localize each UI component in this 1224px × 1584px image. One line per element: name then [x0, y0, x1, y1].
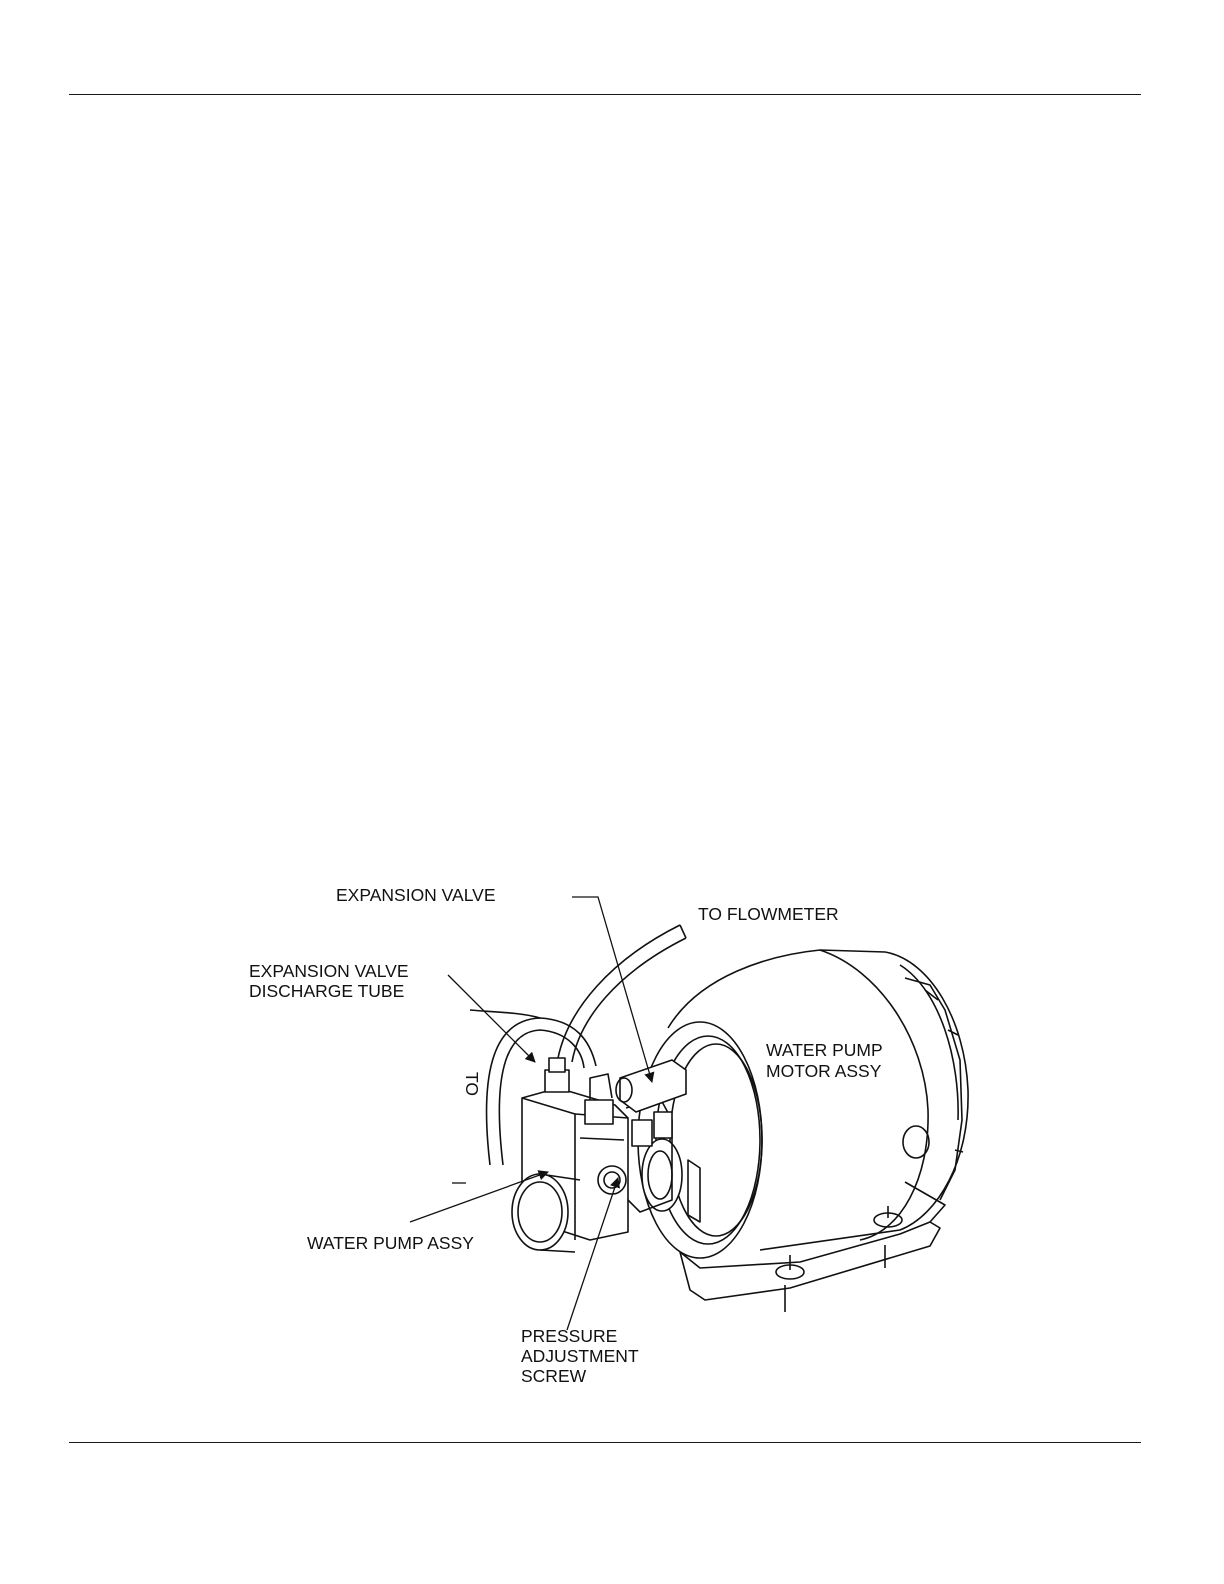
label-pressure-line2: ADJUSTMENT — [521, 1346, 639, 1366]
label-discharge-tube-line2: DISCHARGE TUBE — [249, 981, 405, 1001]
label-motor-line1: WATER PUMP — [766, 1040, 883, 1060]
label-pressure-line3: SCREW — [521, 1366, 587, 1386]
label-pressure-line1: PRESSURE — [521, 1326, 618, 1346]
label-to: TO — [462, 1072, 482, 1096]
label-pump-assy: WATER PUMP ASSY — [307, 1233, 474, 1253]
label-expansion-valve: EXPANSION VALVE — [336, 885, 496, 905]
label-discharge-tube-line1: EXPANSION VALVE — [249, 961, 409, 981]
motor-assembly — [638, 950, 968, 1312]
label-motor-line2: MOTOR ASSY — [766, 1061, 882, 1081]
label-to-flowmeter: TO FLOWMETER — [698, 904, 839, 924]
